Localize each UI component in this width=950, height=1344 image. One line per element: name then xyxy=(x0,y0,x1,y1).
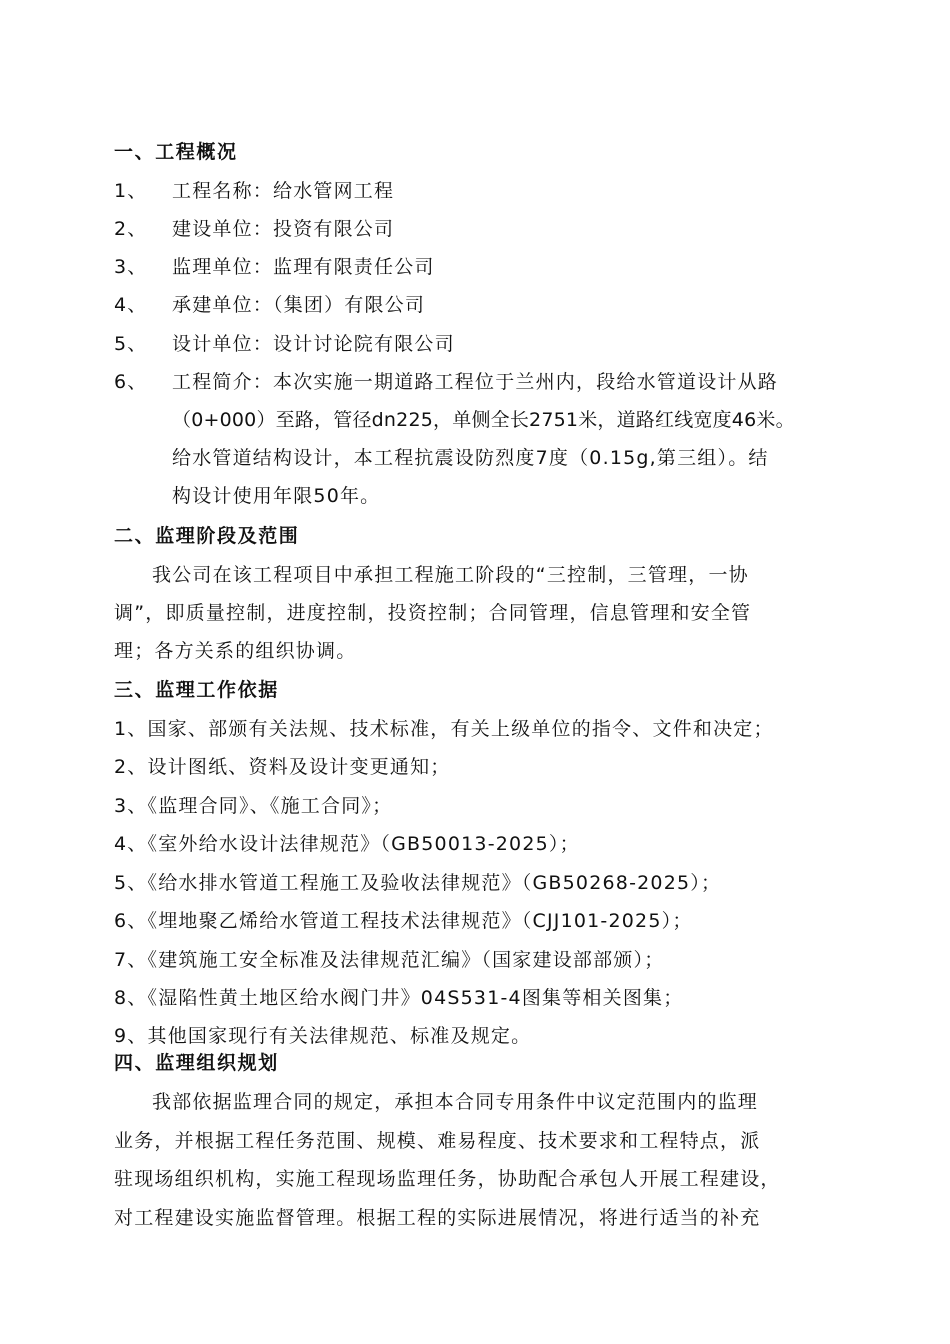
item-number: 1、 xyxy=(114,180,148,202)
section-2-title: 二、监理阶段及范围 xyxy=(114,525,300,547)
s3-line-7: 7、《建筑施工安全标准及法律规范汇编》（国家建设部部颁）； xyxy=(114,949,665,971)
item-text: 设计单位：设计讨论院有限公司 xyxy=(172,333,455,355)
item-text: 监理单位：监理有限责任公司 xyxy=(172,256,435,278)
s4-line-2: 业务，并根据工程任务范围、规模、难易程度、技术要求和工程特点，派 xyxy=(114,1130,761,1152)
s1-item-2 xyxy=(114,216,394,242)
s3-line-4: 4、《室外给水设计法律规范》（GB50013-2025）； xyxy=(114,833,580,855)
s4-line-3: 驻现场组织机构，实施工程现场监理任务，协助配合承包人开展工程建设， xyxy=(114,1168,781,1190)
item-number: 5、 xyxy=(114,333,148,355)
item-number: 4、 xyxy=(114,294,148,316)
s2-line-3: 理；各方关系的组织协调。 xyxy=(114,640,357,662)
s2-line-2: 调”，即质量控制，进度控制，投资控制；合同管理，信息管理和安全管 xyxy=(114,602,752,624)
s3-line-1: 1、国家、部颁有关法规、技术标准，有关上级单位的指令、文件和决定； xyxy=(114,718,774,740)
s1-item-6-cont-1: （0+000）至路，管径dn225，单侧全长2751米，道路红线宽度46米。 xyxy=(172,409,795,431)
item-text: 工程简介：本次实施一期道路工程位于兰州内，段给水管道设计从路 xyxy=(172,371,779,393)
s3-line-5: 5、《给水排水管道工程施工及验收法律规范》（GB50268-2025）； xyxy=(114,872,722,894)
section-3-title: 三、监理工作依据 xyxy=(114,679,279,701)
item-number: 2、 xyxy=(114,218,148,240)
s3-line-9: 9、其他国家现行有关法律规范、标准及规定。 xyxy=(114,1025,532,1047)
item-number: 3、 xyxy=(114,256,148,278)
item-text: 工程名称：给水管网工程 xyxy=(172,180,395,202)
item-text: 建设单位：投资有限公司 xyxy=(172,218,395,240)
section-4-title: 四、监理组织规划 xyxy=(114,1052,279,1074)
s1-item-4 xyxy=(114,292,425,318)
s3-line-6: 6、《埋地聚乙烯给水管道工程技术法律规范》（CJJ101-2025）； xyxy=(114,910,693,932)
s1-item-5 xyxy=(114,331,455,357)
s2-line-1: 我公司在该工程项目中承担工程施工阶段的“三控制，三管理，一协 xyxy=(152,564,749,586)
s4-line-1: 我部依据监理合同的规定，承担本合同专用条件中议定范围内的监理 xyxy=(152,1091,759,1113)
s1-item-6-cont-3: 构设计使用年限50年。 xyxy=(172,485,381,507)
item-number: 6、 xyxy=(114,371,148,393)
s3-line-3: 3、《监理合同》、《施工合同》； xyxy=(114,795,393,817)
s3-line-2: 2、设计图纸、资料及设计变更通知； xyxy=(114,756,451,778)
section-1-title: 一、工程概况 xyxy=(114,141,238,163)
s1-item-3 xyxy=(114,254,435,280)
s1-item-6 xyxy=(114,369,778,395)
s1-item-1 xyxy=(114,178,394,204)
s1-item-6-cont-2: 给水管道结构设计，本工程抗震设防烈度7度（0.15g,第三组）。结 xyxy=(172,447,769,469)
s3-line-8: 8、《湿陷性黄土地区给水阀门井》04S531-4图集等相关图集； xyxy=(114,987,684,1009)
s4-line-4: 对工程建设实施监督管理。根据工程的实际进展情况，将进行适当的补充 xyxy=(114,1207,761,1229)
item-text: 承建单位：（集团）有限公司 xyxy=(172,294,426,316)
